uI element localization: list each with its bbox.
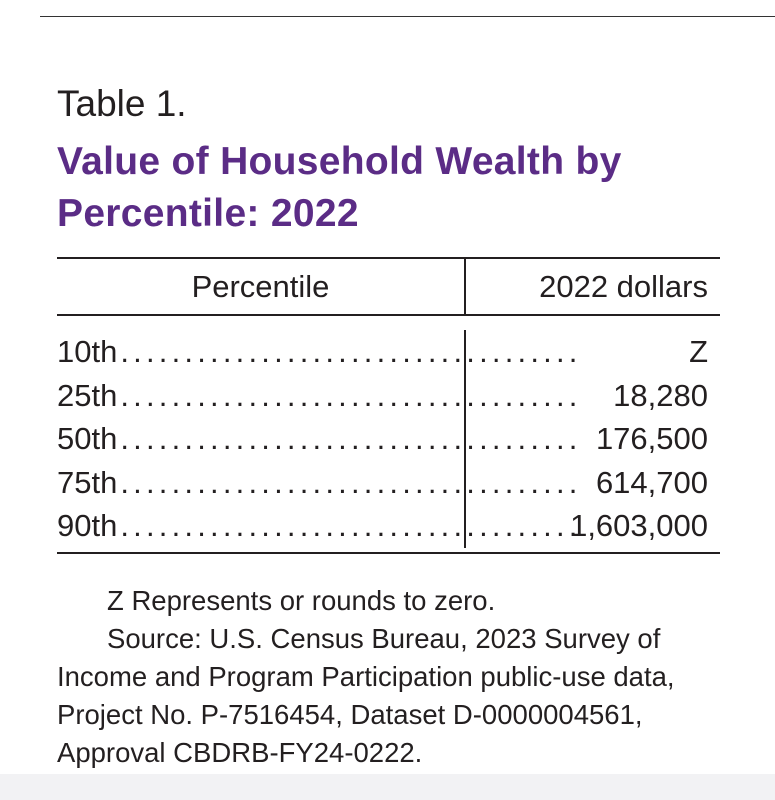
row-percentile-cell xyxy=(57,461,582,505)
row-percentile-cell xyxy=(57,374,582,418)
bottom-band xyxy=(0,774,775,800)
dot-leader: .................................... xyxy=(120,508,582,543)
row-percentile-cell xyxy=(57,417,582,461)
table-row xyxy=(57,374,720,418)
table-body xyxy=(57,316,720,552)
table-notes xyxy=(57,582,737,772)
row-value: 18,280 xyxy=(613,377,708,413)
row-value: 1,603,000 xyxy=(570,508,708,543)
dot-leader: .................................... xyxy=(120,377,582,413)
table-row xyxy=(57,330,720,374)
table-row xyxy=(57,504,720,548)
row-percentile: 10th xyxy=(57,334,118,369)
row-value: Z xyxy=(689,334,708,369)
dot-leader: .................................... xyxy=(120,421,582,456)
row-percentile: 90th xyxy=(57,508,118,543)
dot-leader: .................................... xyxy=(120,464,582,500)
table-header-row xyxy=(57,259,720,316)
row-value: 614,700 xyxy=(595,464,708,500)
header-percentile: Percentile xyxy=(57,259,466,314)
wealth-table xyxy=(57,257,720,554)
table-row xyxy=(57,417,720,461)
header-dollars: 2022 dollars xyxy=(539,269,708,304)
row-percentile: 50th xyxy=(57,421,118,456)
row-percentile: 75th xyxy=(57,464,118,500)
row-value: 176,500 xyxy=(595,421,708,456)
z-note: Z Represents or rounds to zero. xyxy=(107,585,496,616)
row-percentile: 25th xyxy=(57,377,118,413)
source-note: Source: U.S. Census Bureau, 2023 Survey of Income and Program Participation public-use data, Project No. P-7516454, Dataset D-0000004561, Approval CBDRB-FY24-0222. xyxy=(57,623,675,768)
table-label: Table 1. xyxy=(57,83,187,124)
table-title: Value of Household Wealth by Percentile: 2022 xyxy=(57,140,622,235)
row-percentile-cell xyxy=(57,504,582,548)
top-rule xyxy=(40,16,775,17)
table-row xyxy=(57,461,720,505)
dot-leader: .................................... xyxy=(120,334,582,369)
row-percentile-cell xyxy=(57,330,582,374)
